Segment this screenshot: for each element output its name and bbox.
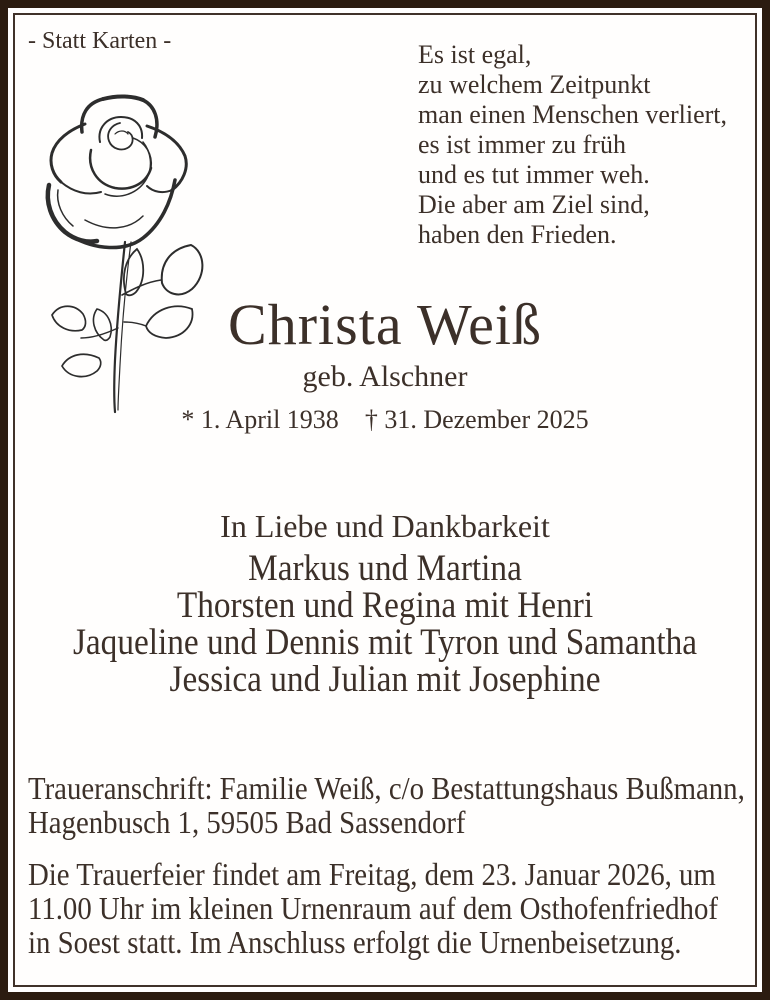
poem-line: man einen Menschen verliert, [418,100,727,129]
family-line: Markus und Martina [248,548,522,589]
deceased-name: Christa Weiß [228,292,542,357]
statt-karten-label: - Statt Karten - [28,28,172,54]
poem-line: Die aber am Ziel sind, [418,190,650,219]
funeral-line: in Soest statt. Im Anschluss erfolgt die Urnenbeisetzung. [28,924,682,960]
mourning-address [28,771,745,839]
address-line: Hagenbusch 1, 59505 Bad Sassendorf [28,804,466,840]
address-line: Traueranschrift: Familie Weiß, c/o Bestattungshaus Bußmann, [28,770,745,806]
poem-line: Es ist egal, [418,40,532,69]
poem-line: es ist immer zu früh [418,130,626,159]
birth-date: * 1. April 1938 [181,405,339,434]
poem-line: haben den Frieden. [418,220,617,249]
memorial-poem [418,40,727,250]
family-line: Jessica und Julian mit Josephine [169,659,601,700]
tribute-intro: In Liebe und Dankbarkeit [220,508,550,544]
family-names [52,550,718,698]
poem-line: und es tut immer weh. [418,160,650,189]
funeral-details [28,857,718,959]
life-dates [15,407,755,433]
funeral-line: Die Trauerfeier findet am Freitag, dem 23. Januar 2026, um [28,856,716,892]
death-date: † 31. Dezember 2025 [364,405,589,434]
poem-line: zu welchem Zeitpunkt [418,70,651,99]
obituary-content [13,13,757,987]
family-line: Thorsten und Regina mit Henri [176,585,594,626]
maiden-name: geb. Alschner [302,360,468,393]
family-line: Jaqueline und Dennis mit Tyron und Samantha [72,622,698,663]
funeral-line: 11.00 Uhr im kleinen Urnenraum auf dem Osthofenfriedhof [28,890,718,926]
